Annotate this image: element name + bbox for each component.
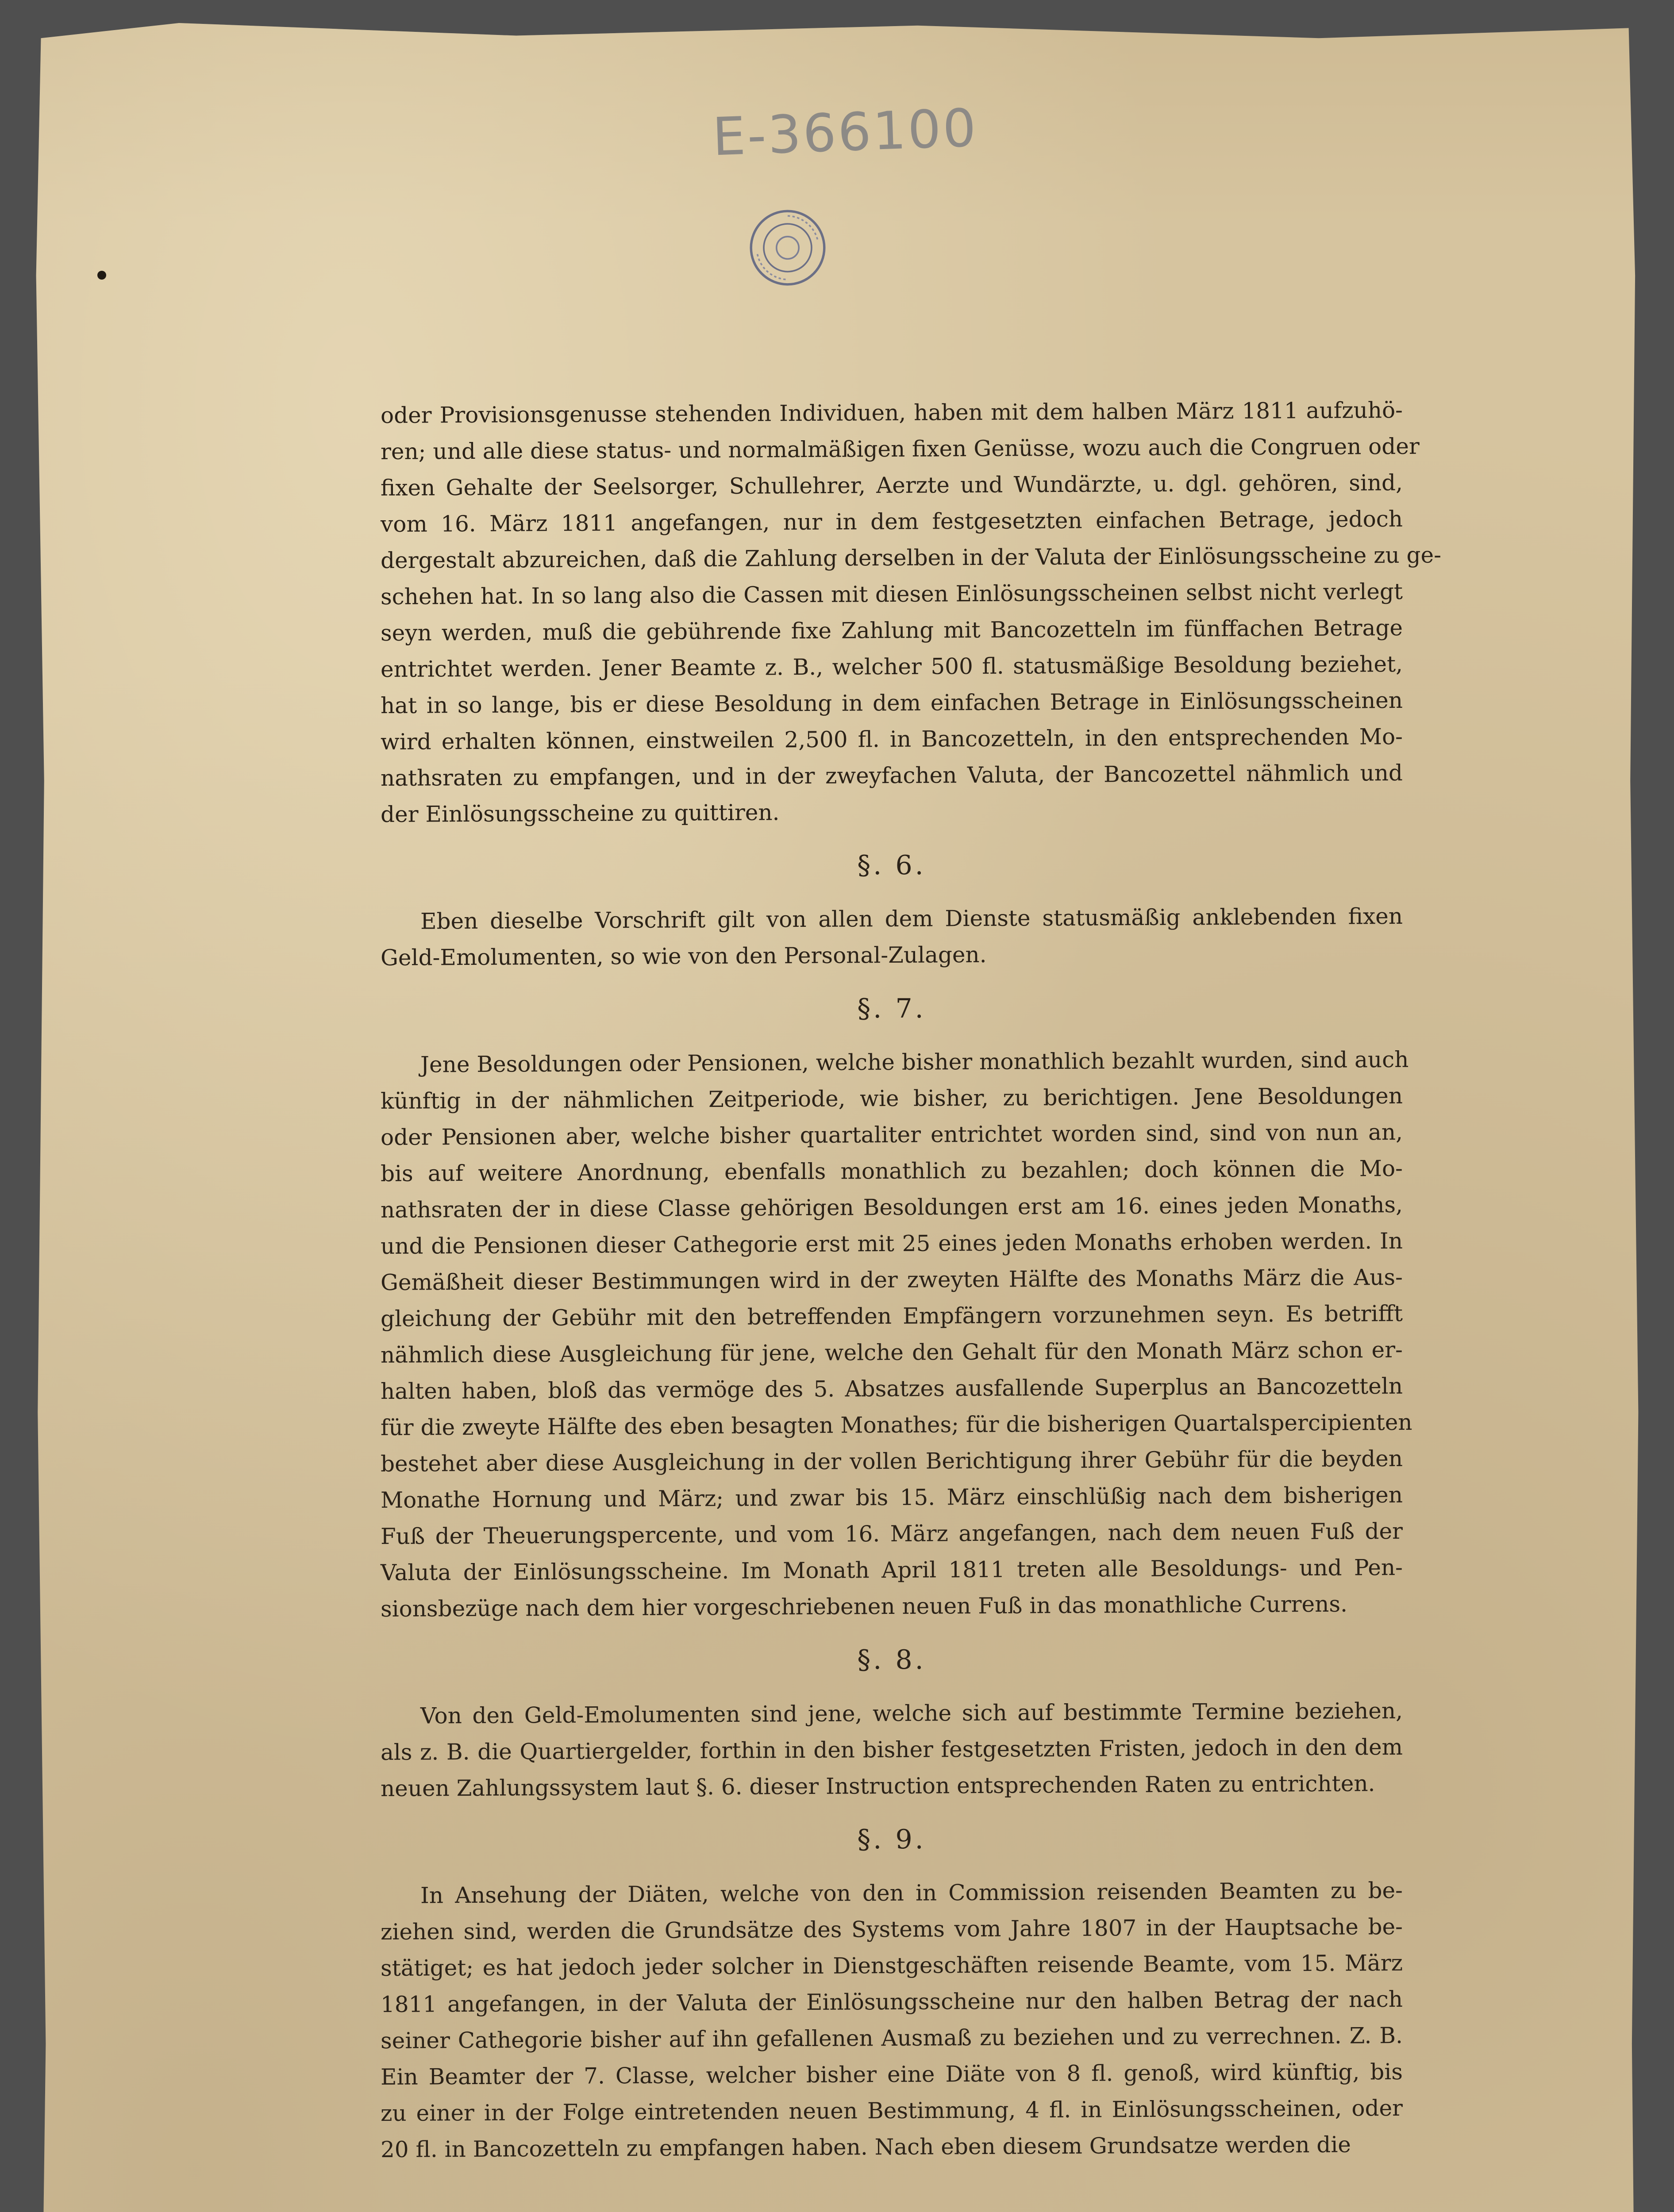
text-line: neuen Zahlungssystem laut §. 6. dieser Instruction entsprechenden Raten zu entrichten. [380,1770,1375,1802]
text-line: der Einlösungsscheine zu quittiren. [380,799,780,828]
section-heading: §. 9. [857,1824,926,1855]
text-line: Monathe Hornung und März; und zwar bis 15. März einschlüßig nach dem bisherigen [380,1482,1403,1513]
text-line: vom 16. März 1811 angefangen, nur in dem festgesetzten einfachen Betrage, jedoch [380,506,1403,538]
text-line: bis auf weitere Anordnung, ebenfalls monathlich zu bezahlen; doch können die Mo- [380,1155,1403,1187]
text-line: Eben dieselbe Vorschrift gilt von allen dem Dienste statusmäßig anklebenden fixen [420,903,1403,934]
text-line: zu einer in der Folge eintretenden neuen Bestimmung, 4 fl. in Einlösungsscheinen, oder [380,2095,1403,2127]
text-line: halten haben, bloß das vermöge des 5. Absatzes ausfallende Superplus an Bancozetteln [380,1373,1403,1405]
text-line: sionsbezüge nach dem hier vorgeschriebenen neuen Fuß in das monathliche Currens. [380,1591,1348,1622]
text-line: fixen Gehalte der Seelsorger, Schullehrer, Aerzte und Wundärzte, u. dgl. gehören, sind, [380,469,1403,501]
text-line: Gemäßheit dieser Bestimmungen wird in der zweyten Hälfte des Monaths März die Aus- [380,1264,1403,1296]
text-line: Geld-Emolumenten, so wie von den Personal-Zulagen. [380,941,987,971]
text-line: bestehet aber diese Ausgleichung in der vollen Berichtigung ihrer Gebühr für die beyden [380,1445,1403,1477]
text-line: für die zweyte Hälfte des eben besagten Monathes; für die bisherigen Quartalspercipienten [380,1409,1412,1441]
text-line: künftig in der nähmlichen Zeitperiode, wie bisher, zu berichtigen. Jene Besoldungen [380,1083,1403,1114]
text-line: gleichung der Gebühr mit den betreffenden Empfängern vorzunehmen seyn. Es betrifft [380,1300,1403,1332]
text-line: wird erhalten können, einstweilen 2,500 fl. in Bancozetteln, in den entsprechenden Mo- [380,723,1403,755]
text-line: stätiget; es hat jedoch jeder solcher in Dienstgeschäften reisende Beamte, vom 15. März [380,1950,1403,1982]
text-line: oder Provisionsgenusse stehenden Individuen, haben mit dem halben März 1811 aufzuhö- [380,397,1403,429]
ink-dot [97,271,106,280]
text-line: 1811 angefangen, in der Valuta der Einlösungsscheine nur den halben Betrag der nach [380,1986,1403,2018]
text-line: als z. B. die Quartiergelder, forthin in den bisher festgesetzten Fristen, jedoch in den dem [380,1734,1403,1766]
text-line: schehen hat. In so lang also die Cassen mit diesen Einlösungsscheinen selbst nicht verlegt [380,578,1403,610]
text-line: und die Pensionen dieser Cathegorie erst mit 25 eines jeden Monaths erhoben werden. In [380,1228,1403,1260]
text-line: Valuta der Einlösungsscheine. Im Monath April 1811 treten alle Besoldungs- und Pen- [380,1554,1403,1586]
archive-number: E-366100 [711,97,979,168]
text-line: Fuß der Theuerungspercente, und vom 16. März angefangen, nach dem neuen Fuß der [380,1518,1403,1550]
text-line: ren; und alle diese status- und normalmäßigen fixen Genüsse, wozu auch die Congruen oder [380,433,1420,465]
text-line: hat in so lange, bis er diese Besoldung in dem einfachen Betrage in Einlösungsscheinen [380,687,1403,719]
text-line: nathsraten zu empfangen, und in der zweyfachen Valuta, der Bancozettel nähmlich und [380,760,1403,791]
text-line: nathsraten der in diese Classe gehörigen Besoldungen erst am 16. eines jeden Monaths, [380,1191,1403,1223]
section-heading: §. 6. [857,850,926,881]
section-heading: §. 7. [857,993,926,1024]
text-line: In Ansehung der Diäten, welche von den in Commission reisenden Beamten zu be- [420,1877,1403,1909]
library-stamp-icon [748,208,827,288]
text-line: Von den Geld-Emolumenten sind jene, welche sich auf bestimmte Termine beziehen, [420,1697,1403,1729]
text-line: Ein Beamter der 7. Classe, welcher bisher eine Diäte von 8 fl. genoß, wird künftig, bis [380,2058,1403,2090]
document-text [380,395,1442,2165]
text-line: oder Pensionen aber, welche bisher quartaliter entrichtet worden sind, sind von nun an, [380,1119,1403,1151]
text-line: entrichtet werden. Jener Beamte z. B., welcher 500 fl. statusmäßige Besoldung beziehet, [380,651,1403,683]
text-line: seyn werden, muß die gebührende fixe Zahlung mit Bancozetteln im fünffachen Betrage [380,614,1403,646]
text-line: ziehen sind, werden die Grundsätze des Systems vom Jahre 1807 in der Hauptsache be- [380,1913,1403,1945]
text-line: 20 fl. in Bancozetteln zu empfangen haben. Nach eben diesem Grundsatze werden die [380,2131,1351,2163]
text-line: seiner Cathegorie bisher auf ihn gefallenen Ausmaß zu beziehen und zu verrechnen. Z. B. [380,2022,1403,2054]
text-line: dergestalt abzureichen, daß die Zahlung derselben in der Valuta der Einlösungsscheine zu ge- [380,542,1442,574]
text-line: Jene Besoldungen oder Pensionen, welche bisher monathlich bezahlt wurden, sind auch [420,1046,1409,1078]
section-heading: §. 8. [857,1644,926,1675]
text-line: nähmlich diese Ausgleichung für jene, welche den Gehalt für den Monath März schon er- [380,1336,1403,1368]
